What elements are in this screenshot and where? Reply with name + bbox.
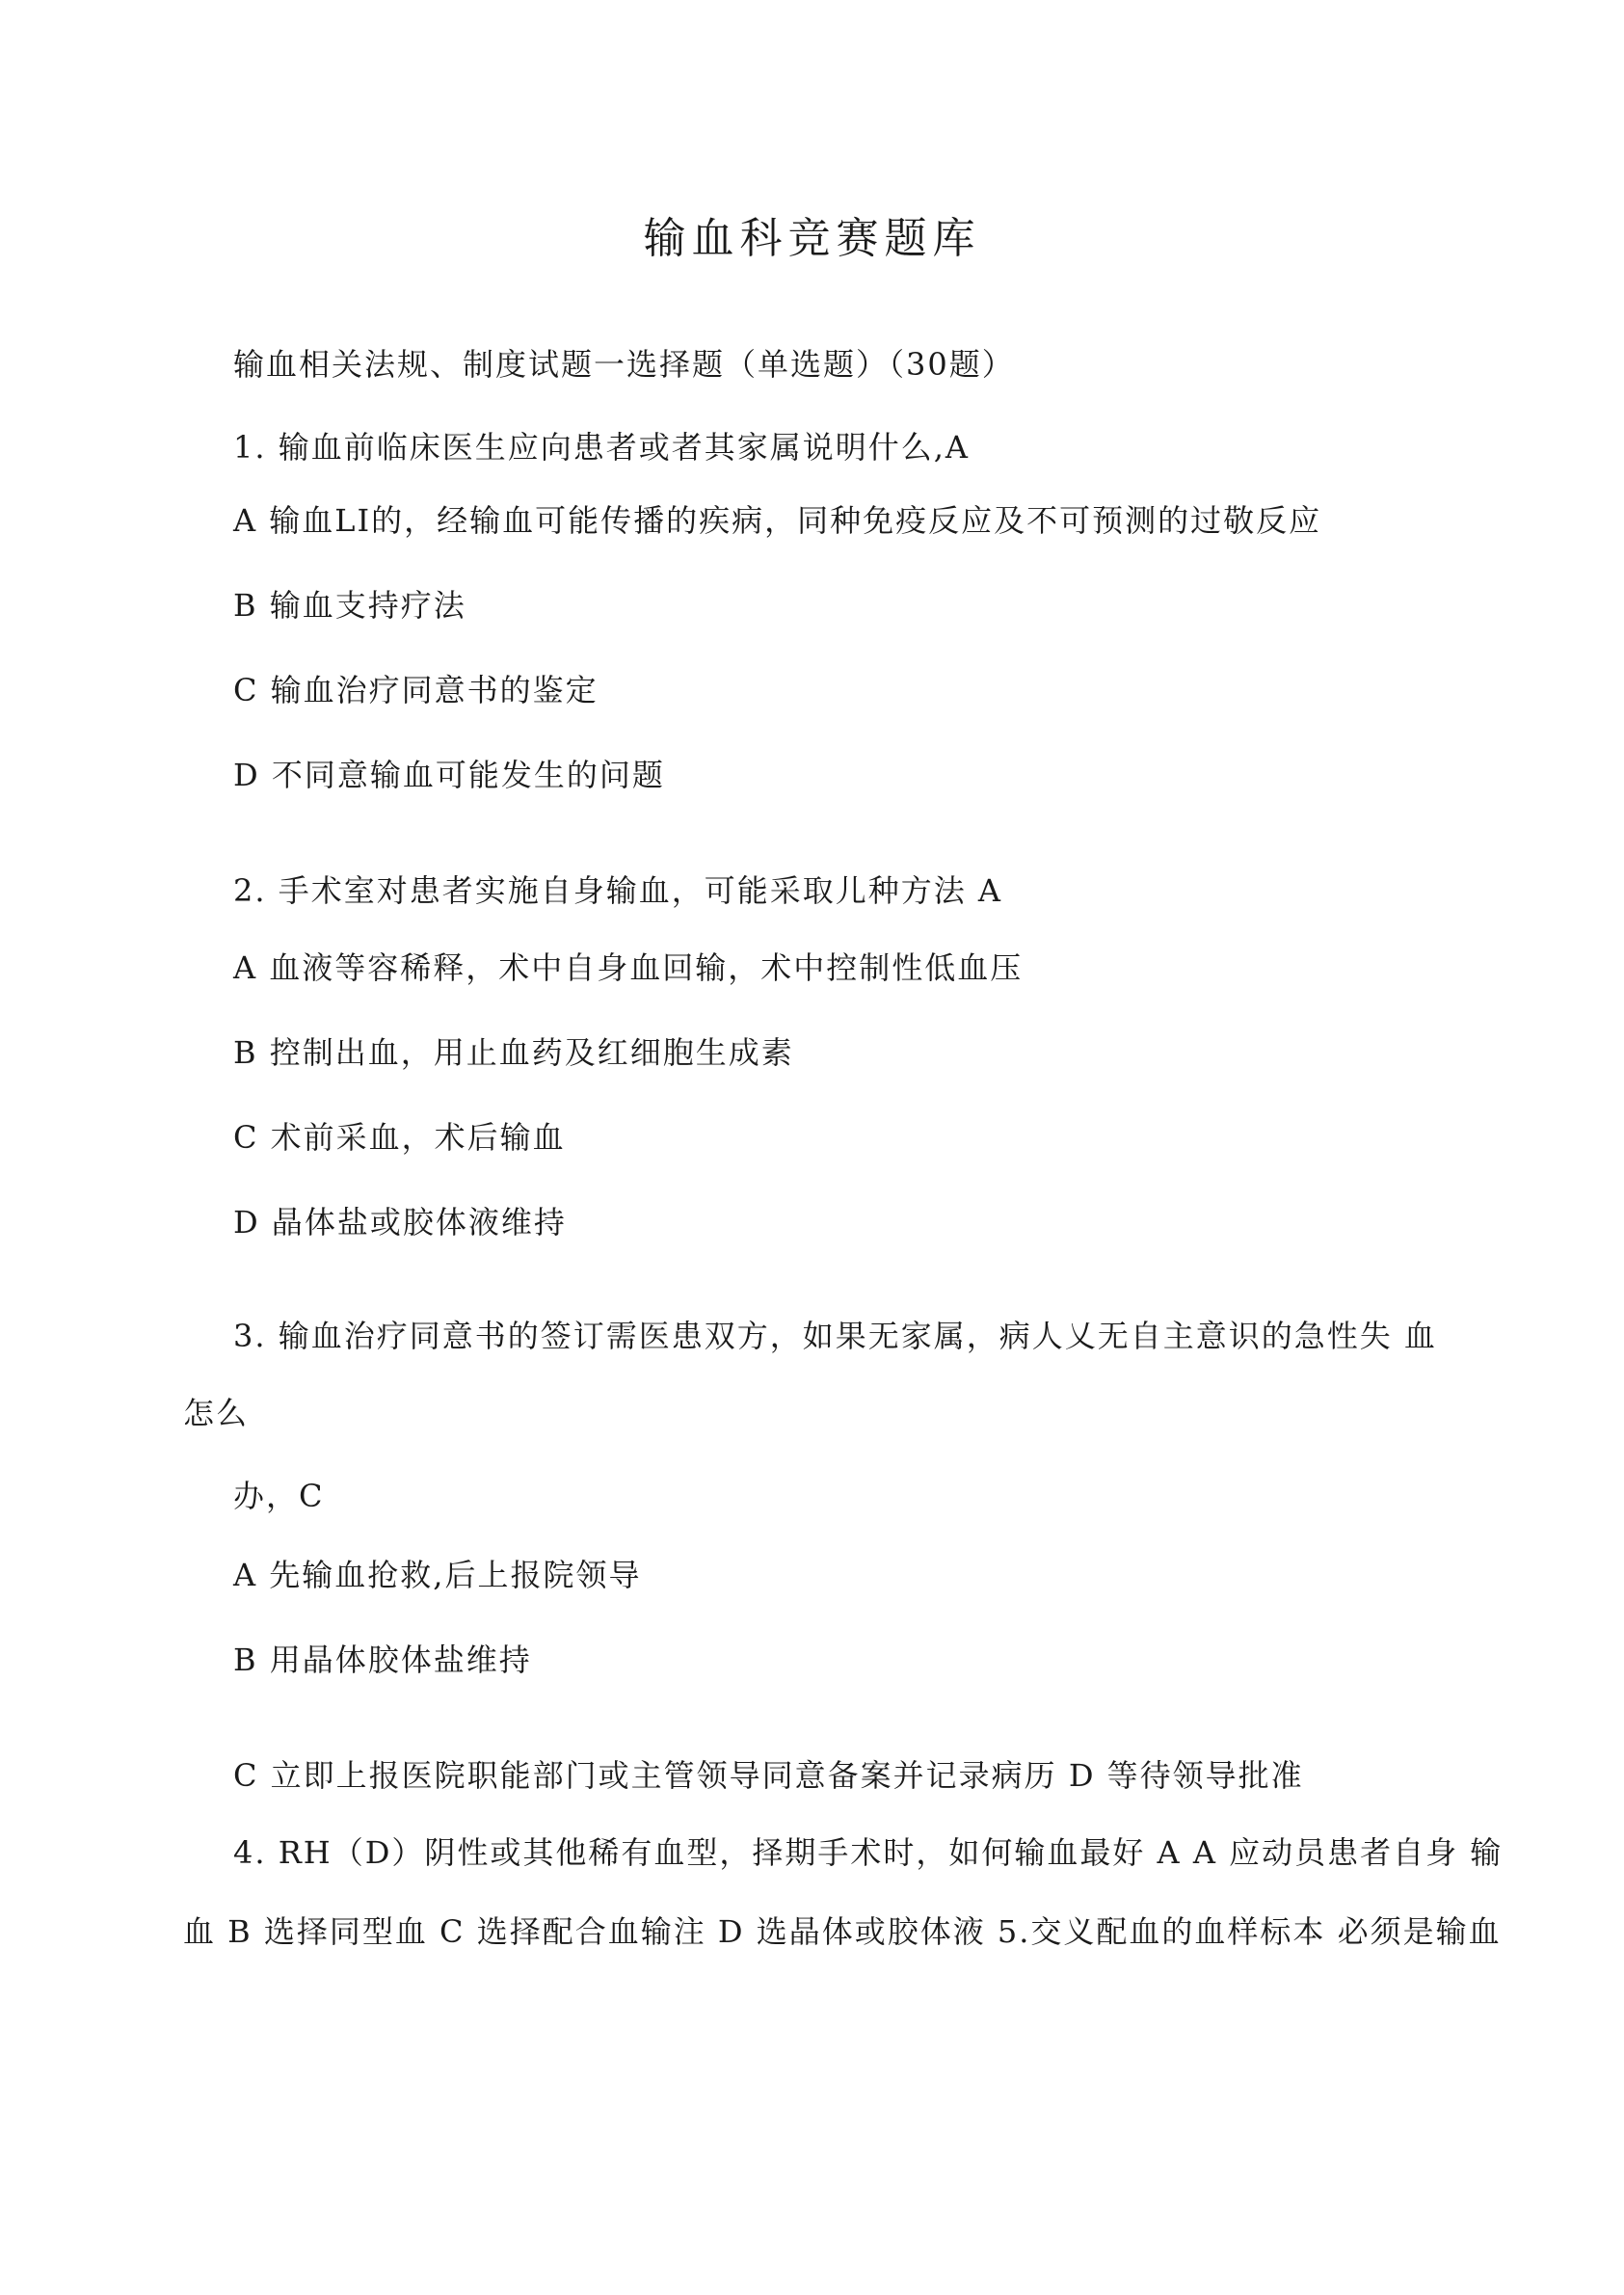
q1-option-b: B 输血支持疗法 bbox=[233, 587, 466, 624]
q3-option-b: B 用晶体胶体盐维持 bbox=[233, 1641, 532, 1678]
q1-option-c: C 输血治疗同意书的鉴定 bbox=[233, 672, 599, 708]
q2-option-a: A 血液等容稀释，术中自身血回输，术中控制性低血压 bbox=[233, 949, 1024, 986]
question-3: 3. 输血治疗同意书的签订需医患双方，如果无家属，病人乂无自主意识的急性失 血 bbox=[233, 1318, 1437, 1354]
section-heading: 输血相关法规、制度试题一选择题（单选题）（30题） bbox=[233, 346, 1015, 383]
q2-option-b: B 控制出血，用止血药及红细胞生成素 bbox=[233, 1034, 794, 1071]
q1-option-d: D 不同意输血可能发生的问题 bbox=[233, 757, 665, 793]
q3-option-c-d: C 立即上报医院职能部门或主管领导同意备案并记录病历 D 等待领导批准 bbox=[233, 1757, 1304, 1794]
q1-option-a: A 输血LI的，经输血可能传播的疾病，同种免疫反应及不可预测的过敬反应 bbox=[233, 502, 1322, 539]
question-4-continued: 血 B 选择同型血 C 选择配合血输注 D 选晶体或胶体液 5.交义配血的血样标本 必须是输血 bbox=[183, 1913, 1502, 1950]
q3-option-a: A 先输血抢救,后上报院领导 bbox=[233, 1557, 642, 1593]
q2-option-c: C 术前采血，术后输血 bbox=[233, 1119, 566, 1156]
question-2: 2. 手术室对患者实施自身输血，可能采取儿种方法 A bbox=[233, 872, 1002, 909]
q2-option-d: D 晶体盐或胶体液维持 bbox=[233, 1204, 567, 1241]
question-1: 1. 输血前临床医生应向患者或者其家属说明什么,A bbox=[233, 429, 970, 466]
question-4: 4. RH（D）阴性或其他稀有血型，择期手术时，如何输血最好 A A 应动员患者自身 输 bbox=[233, 1834, 1504, 1871]
document-title: 输血科竞赛题库 bbox=[643, 214, 981, 263]
question-3-answer: 办，C bbox=[233, 1478, 325, 1514]
question-3-continued: 怎么 bbox=[183, 1395, 250, 1431]
